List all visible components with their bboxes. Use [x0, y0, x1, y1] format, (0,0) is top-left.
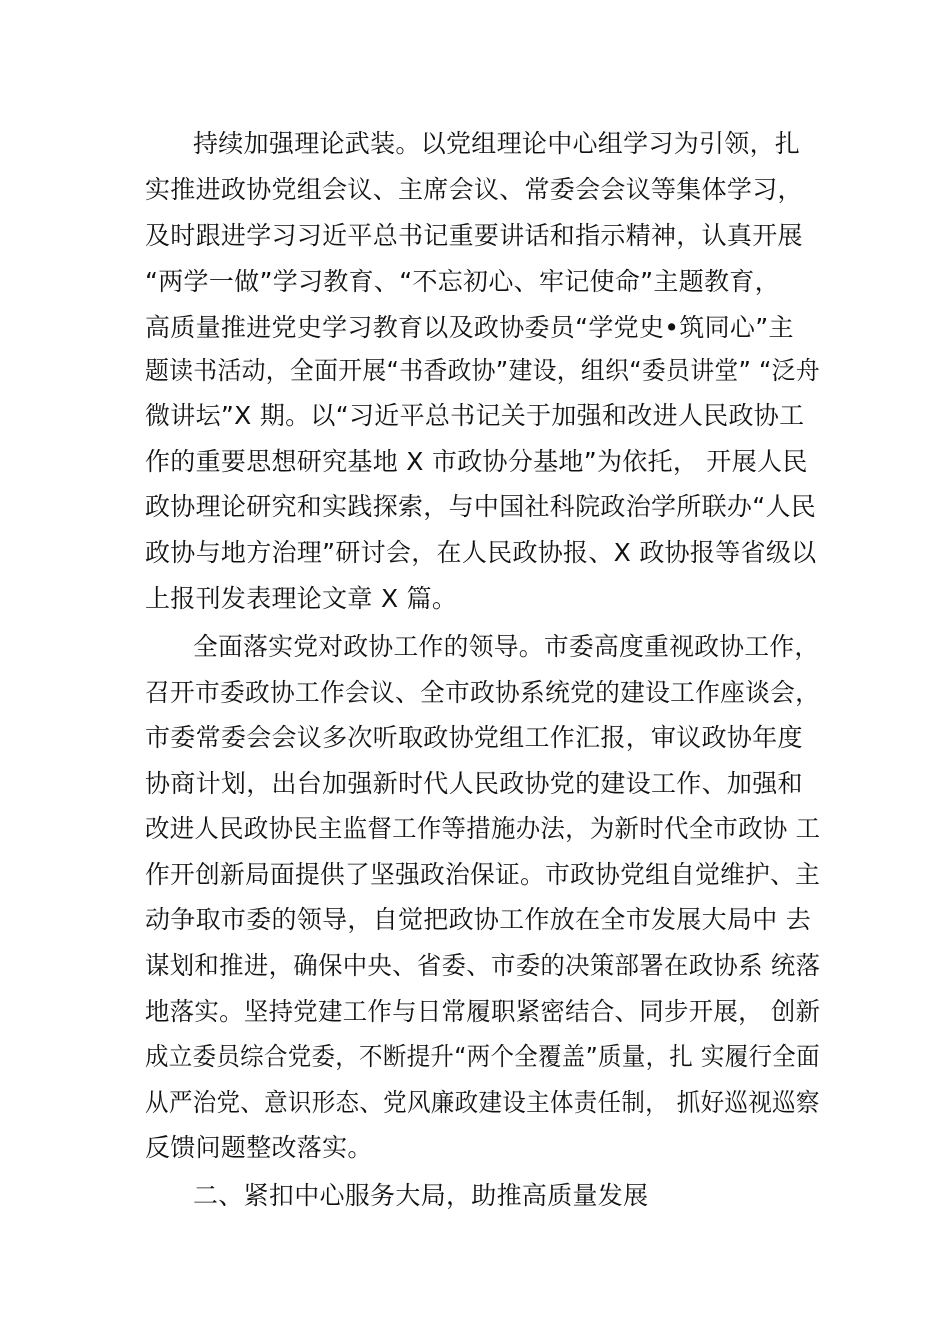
paragraph-1-line-4: “两学一做”学习教育、“不忘初心、牢记使命”主题教育，	[145, 267, 780, 296]
paragraph-2-line-12: 反馈问题整改落实。	[145, 1133, 373, 1162]
paragraph-1-line-7: 微讲坛”X 期。以“习近平总书记关于加强和改进人民政协工	[145, 401, 805, 430]
paragraph-2-line-1: 全面落实党对政协工作的领导。市委高度重视政协工作，	[193, 632, 820, 661]
paragraph-2-line-7: 动争取市委的领导，自觉把政协工作放在全市发展大局中 去	[145, 905, 812, 934]
paragraph-1-line-5: 高质量推进党史学习教育以及政协委员“学党史•筑同心”主	[145, 313, 794, 342]
paragraph-2-line-4: 协商计划，出台加强新时代人民政协党的建设工作、加强和	[145, 769, 803, 798]
paragraph-1-line-2: 实推进政协党组会议、主席会议、常委会会议等集体学习，	[145, 175, 803, 204]
paragraph-1-line-6: 题读书活动，全面开展“书香政协”建设，组织“委员讲堂” “泛舟	[145, 356, 820, 385]
paragraph-1-line-3: 及时跟进学习习近平总书记重要讲话和指示精神，认真开展	[145, 221, 803, 250]
paragraph-1-line-10: 政协与地方治理”研讨会，在人民政协报、X 政协报等省级以	[145, 538, 817, 567]
paragraph-2-line-6: 作开创新局面提供了坚强政治保证。市政协党组自觉维护、主	[145, 860, 821, 889]
paragraph-1-line-11: 上报刊发表理论文章 X 篇。	[145, 584, 458, 613]
section-heading: 二、紧扣中心服务大局，助推高质量发展	[193, 1181, 649, 1210]
paragraph-2-line-5: 改进人民政协民主监督工作等措施办法，为新时代全市政协 工	[145, 814, 821, 843]
paragraph-2-line-8: 谋划和推进，确保中央、省委、市委的决策部署在政协系 统落	[145, 951, 821, 980]
paragraph-2-line-11: 从严治党、意识形态、党风廉政建设主体责任制， 抓好巡视巡察	[145, 1088, 820, 1117]
paragraph-2-line-3: 市委常委会会议多次听取政协党组工作汇报，审议政协年度	[145, 723, 803, 752]
paragraph-2-line-2: 召开市委政协工作会议、全市政协系统党的建设工作座谈会，	[145, 678, 821, 707]
paragraph-2-line-9: 地落实。坚持党建工作与日常履职紧密结合、同步开展， 创新	[145, 997, 821, 1026]
paragraph-2-line-10: 成立委员综合党委，不断提升“两个全覆盖”质量，扎 实履行全面	[145, 1042, 820, 1071]
paragraph-1-line-1: 持续加强理论武装。以党组理论中心组学习为引领，扎	[193, 129, 801, 158]
paragraph-1-line-8: 作的重要思想研究基地 X 市政协分基地”为依托， 开展人民	[145, 447, 808, 476]
paragraph-1-line-9: 政协理论研究和实践探索，与中国社科院政治学所联办“人民	[145, 492, 817, 521]
